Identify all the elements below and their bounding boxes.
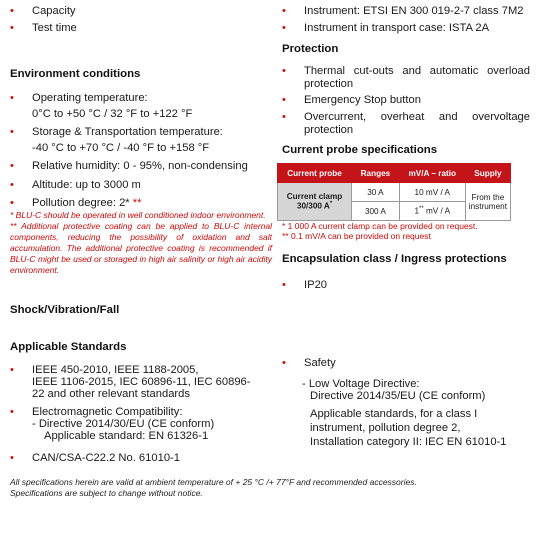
bullet-icon: • [10, 22, 14, 34]
bullet-icon: • [10, 160, 14, 172]
table-cell: 30 A [352, 183, 400, 202]
list-item: • Emergency Stop button [282, 94, 421, 106]
bullet-icon: • [10, 126, 14, 138]
list-item: • Operating temperature: 0°C to +50 °C / 32 °F to +122 °F [10, 92, 193, 120]
bullet-icon: • [282, 279, 286, 291]
bullet-icon: • [10, 364, 14, 376]
probe-spec-table [277, 163, 511, 221]
bullet-icon: • [282, 94, 286, 106]
footer-note: Specifications are subject to change without notice. [10, 488, 203, 498]
list-item: • Altitude: up to 3000 m [10, 179, 141, 191]
bullet-icon: • [10, 406, 14, 418]
list-item: • Instrument: ETSI EN 300 019-2-7 class 7M2 [282, 5, 524, 17]
footnote: * 1 000 A current clamp can be provided on request. [282, 221, 478, 231]
section-heading-encapsulation: Encapsulation class / Ingress protections [282, 253, 507, 265]
list-item: • Storage & Transportation temperature: -40 °C to +70 °C / -40 °F to +158 °F [10, 126, 223, 154]
bullet-icon: • [282, 111, 286, 123]
bullet-icon: • [10, 5, 14, 17]
list-item: • Thermal cut-outs and automatic overload protection [282, 65, 530, 90]
footnote: ** 0.1 mV/A can be provided on request [282, 231, 431, 241]
list-item: • Relative humidity: 0 - 95%, non-condensing [10, 160, 248, 172]
table-header: mV/A – ratio [399, 164, 465, 183]
table-cell-probe-name: Current clamp 30/300 A* [278, 183, 352, 221]
safety-subitem: - Low Voltage Directive: [302, 378, 420, 390]
list-item: • Capacity [10, 5, 76, 17]
table-header: Current probe [278, 164, 352, 183]
section-heading-standards: Applicable Standards [10, 341, 127, 353]
list-item: • CAN/CSA-C22.2 No. 61010-1 [10, 452, 180, 464]
bullet-icon: • [10, 92, 14, 104]
section-heading-probe: Current probe specifications [282, 144, 438, 156]
list-item: • Pollution degree: 2* ** [10, 197, 142, 209]
safety-subitem: Directive 2014/35/EU (CE conform) [310, 390, 486, 402]
bullet-icon: • [10, 452, 14, 464]
section-heading-protection: Protection [282, 43, 339, 55]
list-item: • Instrument in transport case: ISTA 2A [282, 22, 490, 34]
section-heading-environment: Environment conditions [10, 68, 141, 80]
table-cell: 300 A [352, 202, 400, 221]
table-row [278, 183, 511, 202]
section-heading-shock: Shock/Vibration/Fall [10, 304, 120, 316]
list-item: • Overcurrent, overheat and overvoltage protection [282, 111, 530, 136]
footnote: * BLU-C should be operated in well conditioned indoor environment. [10, 210, 266, 220]
bullet-icon: • [282, 5, 286, 17]
table-header: Ranges [352, 164, 400, 183]
footer-note: All specifications herein are valid at ambient temperature of + 25 °C /+ 77°F and recommended accessories. [10, 477, 417, 487]
bullet-icon: • [282, 22, 286, 34]
list-item: • Safety [282, 357, 336, 369]
table-header: Supply [465, 164, 510, 183]
table-cell: 10 mV / A [399, 183, 465, 202]
list-item: • Test time [10, 22, 77, 34]
bullet-icon: • [10, 197, 14, 209]
bullet-icon: • [282, 65, 286, 77]
safety-paragraph: Applicable standards, for a class I instrument, pollution degree 2, Installation category II: IEC EN 61010-1 [310, 408, 507, 448]
bullet-icon: • [282, 357, 286, 369]
table-cell: 1** mV / A [399, 202, 465, 221]
table-cell-supply: From the instrument [465, 183, 510, 221]
list-item: • Electromagnetic Compatibility: - Directive 2014/30/EU (CE conform) Applicable standard: EN 61326-1 [10, 406, 215, 442]
footnote: ** Additional protective coating can be applied to BLU-C internal components, reducing the possibility of oxidation and salt accumulation. The additional protective coating is recommended if BLU-C might be used or storaged in high air salinity or high air acidity environment. [10, 221, 272, 275]
table-header-row [278, 164, 511, 183]
list-item: • IP20 [282, 279, 328, 291]
list-item: • IEEE 450-2010, IEEE 1188-2005, IEEE 1106-2015, IEC 60896-11, IEC 60896- 22 and other relevant standards [10, 364, 251, 400]
bullet-icon: • [10, 179, 14, 191]
